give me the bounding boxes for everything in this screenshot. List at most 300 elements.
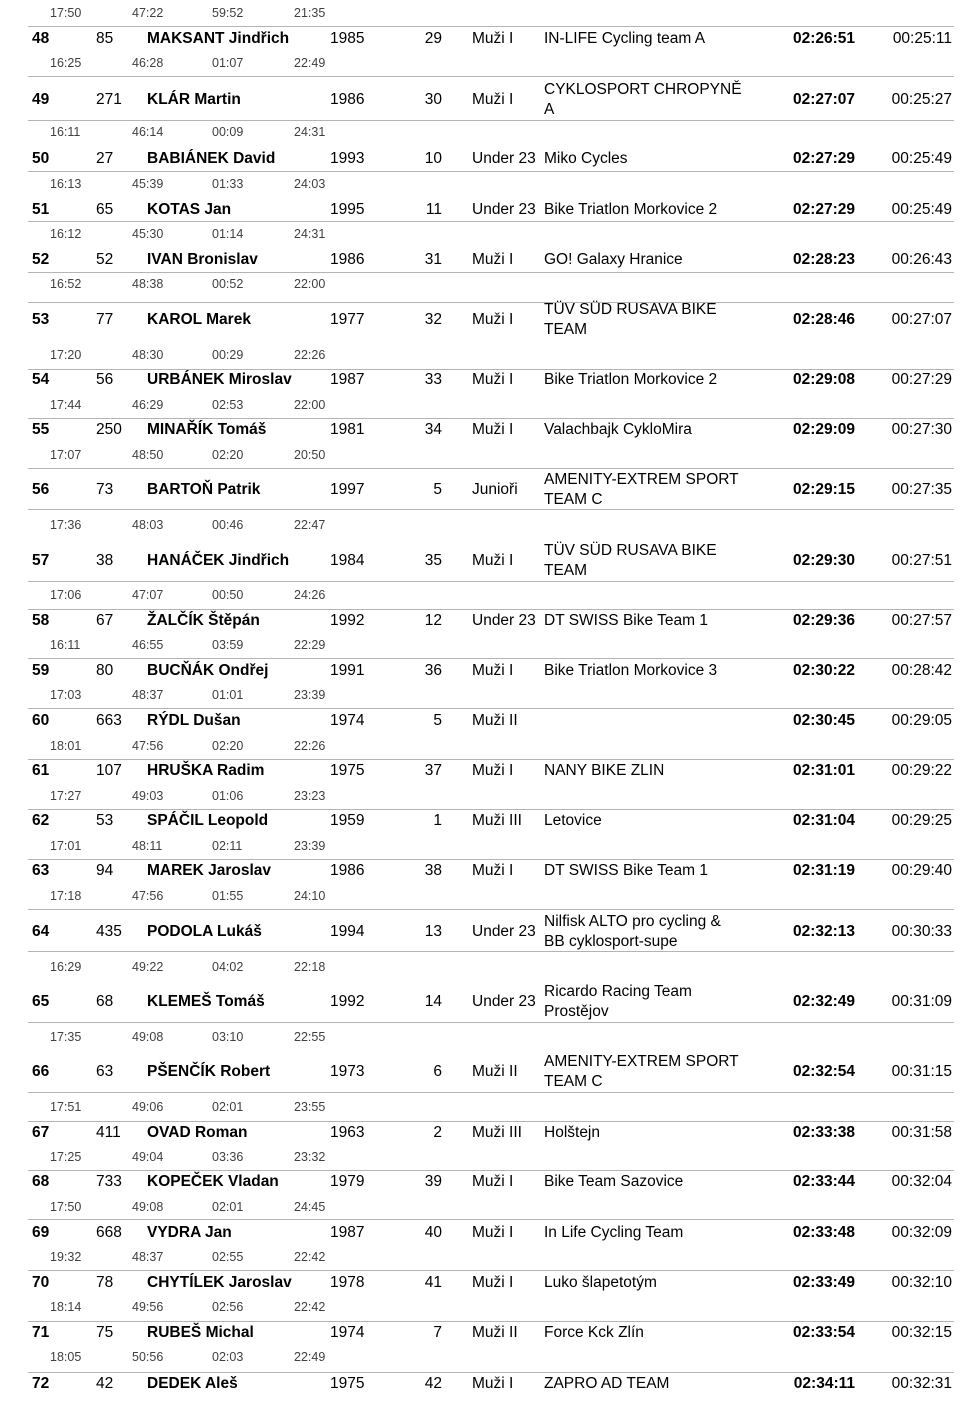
position: 51 [32,201,50,218]
category-rank: 33 [424,371,442,388]
category-rank: 40 [424,1224,442,1241]
birth-year: 1959 [330,812,365,829]
category: Muži I [472,1274,514,1291]
start-number: 435 [96,923,122,940]
split-time: 22:47 [294,518,326,532]
split-time: 17:18 [50,889,82,903]
start-number: 107 [96,762,122,779]
rider-name: KLÁR Martin [147,91,241,108]
time-gap: 00:32:09 [891,1224,952,1241]
time-gap: 00:29:40 [891,862,952,879]
birth-year: 1997 [330,481,365,498]
category-rank: 12 [424,612,442,629]
position: 67 [32,1124,50,1141]
birth-year: 1973 [330,1063,365,1080]
category: Muži I [472,1375,514,1392]
birth-year: 1992 [330,612,365,629]
start-number: 63 [96,1063,114,1080]
birth-year: 1986 [330,251,365,268]
birth-year: 1981 [330,421,365,438]
split-time: 16:11 [50,638,81,652]
row-divider [28,171,954,172]
time-gap: 00:25:11 [892,30,952,47]
time-gap: 00:32:15 [891,1324,952,1341]
team-name: TÜV SÜD RUSAVA BIKE TEAM [544,542,717,579]
position: 59 [32,662,50,679]
split-time: 01:07 [212,56,244,70]
position: 63 [32,862,50,879]
time-gap: 00:32:31 [891,1375,952,1392]
split-time: 16:29 [50,960,82,974]
category: Muži II [472,1063,518,1080]
time-gap: 00:27:51 [891,552,952,569]
split-time: 24:31 [294,125,326,139]
split-time: 23:39 [294,839,326,853]
split-time: 22:26 [294,739,326,753]
split-time: 23:39 [294,688,326,702]
position: 65 [32,993,50,1010]
category: Muži I [472,30,514,47]
split-time: 49:03 [132,789,164,803]
team-name: ZAPRO AD TEAM [544,1375,670,1392]
time-gap: 00:32:04 [891,1173,952,1190]
split-time: 46:14 [132,125,164,139]
split-time: 18:05 [50,1350,82,1364]
split-time: 59:52 [212,6,244,20]
start-number: 53 [96,812,114,829]
split-time: 19:32 [50,1250,82,1264]
finish-time: 02:30:45 [792,712,855,729]
category: Muži I [472,1173,514,1190]
team-name: Luko šlapetotým [544,1274,657,1291]
finish-time: 02:26:51 [792,30,855,47]
split-time: 03:59 [212,638,244,652]
split-time: 22:42 [294,1250,326,1264]
split-time: 21:35 [294,6,326,20]
split-time: 50:56 [132,1350,164,1364]
split-time: 01:06 [212,789,244,803]
category: Muži III [472,812,522,829]
finish-time: 02:27:07 [792,91,855,108]
finish-time: 02:29:08 [792,371,855,388]
start-number: 80 [96,662,114,679]
position: 62 [32,812,50,829]
row-divider [28,1372,954,1373]
split-time: 17:03 [50,688,82,702]
category: Under 23 [472,150,536,167]
time-gap: 00:28:42 [891,662,952,679]
category-rank: 36 [424,662,442,679]
split-time: 23:23 [294,789,326,803]
finish-time: 02:33:38 [792,1124,855,1141]
rider-name: KOPEČEK Vladan [147,1173,279,1190]
row-divider [28,1321,954,1322]
position: 72 [32,1375,50,1392]
position: 48 [32,30,50,47]
split-time: 17:01 [50,839,82,853]
rider-name: MAREK Jaroslav [147,862,272,879]
category-rank: 2 [433,1124,442,1141]
split-time: 49:22 [132,960,164,974]
time-gap: 00:27:07 [891,311,952,328]
rider-name: IVAN Bronislav [147,251,258,268]
category-rank: 34 [424,421,442,438]
split-time: 48:03 [132,518,164,532]
position: 70 [32,1274,50,1291]
team-name: NANY BIKE ZLIN [544,762,665,779]
row-divider [28,909,954,910]
position: 71 [32,1324,50,1341]
split-time: 16:13 [50,177,82,191]
split-time: 49:08 [132,1030,164,1044]
rider-name: RÝDL Dušan [147,712,241,729]
team-name: Letovice [544,812,602,829]
split-time: 02:01 [212,1200,244,1214]
split-time: 17:50 [50,6,82,20]
finish-time: 02:32:13 [792,923,855,940]
split-time: 17:20 [50,348,82,362]
category: Muži II [472,1324,518,1341]
rider-name: KAROL Marek [147,311,251,328]
category: Muži I [472,371,514,388]
split-time: 16:11 [50,125,81,139]
category: Under 23 [472,993,536,1010]
rider-name: BUCŇÁK Ondřej [147,662,269,679]
finish-time: 02:28:46 [792,311,855,328]
start-number: 733 [96,1173,122,1190]
rider-name: PODOLA Lukáš [147,923,262,940]
split-time: 22:29 [294,638,326,652]
split-time: 02:56 [212,1300,244,1314]
category-rank: 35 [424,552,442,569]
rider-name: BARTOŇ Patrik [147,481,261,498]
row-divider [28,581,954,582]
split-time: 17:07 [50,448,82,462]
rider-name: KOTAS Jan [147,201,232,218]
position: 50 [32,150,50,167]
birth-year: 1979 [330,1173,365,1190]
category: Junioři [472,481,518,498]
split-time: 04:02 [212,960,244,974]
split-time: 24:26 [294,588,326,602]
category-rank: 1 [433,812,442,829]
split-time: 17:36 [50,518,82,532]
split-time: 17:35 [50,1030,82,1044]
finish-time: 02:33:44 [792,1173,855,1190]
position: 52 [32,251,50,268]
split-time: 16:52 [50,277,82,291]
time-gap: 00:29:05 [891,712,952,729]
position: 61 [32,762,50,779]
birth-year: 1963 [330,1124,365,1141]
split-time: 18:01 [50,739,82,753]
birth-year: 1978 [330,1274,365,1291]
category-rank: 10 [424,150,442,167]
finish-time: 02:29:30 [792,552,855,569]
start-number: 668 [96,1224,122,1241]
position: 56 [32,481,50,498]
split-time: 03:10 [212,1030,244,1044]
split-time: 01:14 [212,227,244,241]
start-number: 75 [96,1324,114,1341]
split-time: 45:30 [132,227,164,241]
birth-year: 1984 [330,552,365,569]
category: Muži I [472,251,514,268]
birth-year: 1975 [330,762,365,779]
time-gap: 00:27:29 [891,371,952,388]
start-number: 42 [96,1375,114,1392]
category-rank: 32 [424,311,442,328]
rider-name: SPÁČIL Leopold [147,812,269,829]
split-time: 02:03 [212,1350,244,1364]
row-divider [28,859,954,860]
finish-time: 02:31:01 [792,762,855,779]
birth-year: 1993 [330,150,365,167]
row-divider [28,1219,954,1220]
position: 68 [32,1173,50,1190]
birth-year: 1987 [330,1224,365,1241]
finish-time: 02:32:54 [792,1063,855,1080]
category: Under 23 [472,612,536,629]
row-divider [28,509,954,510]
split-time: 48:37 [132,1250,164,1264]
start-number: 56 [96,371,114,388]
birth-year: 1977 [330,311,365,328]
rider-name: VYDRA Jan [147,1224,232,1241]
team-name: Valachbajk CykloMira [544,421,692,438]
start-number: 52 [96,251,114,268]
split-time: 22:00 [294,398,326,412]
team-name: IN-LIFE Cycling team A [544,30,706,47]
split-time: 49:04 [132,1150,164,1164]
split-time: 24:03 [294,177,326,191]
split-time: 22:00 [294,277,326,291]
category: Muži I [472,662,514,679]
split-time: 02:01 [212,1100,244,1114]
category: Muži I [472,311,514,328]
birth-year: 1986 [330,862,365,879]
birth-year: 1992 [330,993,365,1010]
birth-year: 1987 [330,371,365,388]
category-rank: 11 [425,201,442,218]
birth-year: 1991 [330,662,365,679]
rider-name: KLEMEŠ Tomáš [147,993,265,1010]
team-name: Bike Team Sazovice [544,1173,684,1190]
row-divider [28,609,954,610]
time-gap: 00:27:30 [891,421,952,438]
split-time: 46:55 [132,638,164,652]
row-divider [28,1270,954,1271]
category-rank: 5 [433,712,442,729]
split-time: 48:37 [132,688,164,702]
time-gap: 00:32:10 [891,1274,952,1291]
time-gap: 00:25:49 [891,150,952,167]
start-number: 94 [96,862,114,879]
finish-time: 02:29:09 [792,421,855,438]
split-time: 17:50 [50,1200,82,1214]
rider-name: HANÁČEK Jindřich [147,552,290,569]
time-gap: 00:25:27 [891,91,952,108]
row-divider [28,302,954,303]
category-rank: 30 [424,91,442,108]
split-time: 48:38 [132,277,164,291]
split-time: 48:50 [132,448,164,462]
team-name: GO! Galaxy Hranice [544,251,683,268]
start-number: 85 [96,30,114,47]
split-time: 17:44 [50,398,82,412]
finish-time: 02:33:49 [792,1274,855,1291]
split-time: 01:33 [212,177,244,191]
team-name: Holštejn [544,1124,600,1141]
rider-name: RUBEŠ Michal [147,1324,254,1341]
start-number: 271 [96,91,122,108]
split-time: 20:50 [294,448,326,462]
split-time: 46:28 [132,56,164,70]
row-divider [28,76,954,77]
rider-name: HRUŠKA Radim [147,762,265,779]
split-time: 24:31 [294,227,326,241]
category: Muži I [472,1224,514,1241]
birth-year: 1994 [330,923,365,940]
start-number: 250 [96,421,122,438]
birth-year: 1985 [330,30,365,47]
split-time: 22:26 [294,348,326,362]
category-rank: 7 [433,1324,442,1341]
split-time: 49:08 [132,1200,164,1214]
split-time: 24:10 [294,889,326,903]
rider-name: MINAŘÍK Tomáš [147,421,267,438]
birth-year: 1974 [330,712,365,729]
row-divider [28,951,954,952]
split-time: 47:56 [132,739,164,753]
split-time: 00:52 [212,277,244,291]
row-divider [28,1022,954,1023]
row-divider [28,759,954,760]
rider-name: MAKSANT Jindřich [147,30,290,47]
birth-year: 1974 [330,1324,365,1341]
start-number: 65 [96,201,114,218]
team-name: In Life Cycling Team [544,1224,684,1241]
team-name: Bike Triatlon Morkovice 2 [544,371,718,388]
position: 54 [32,371,50,388]
position: 58 [32,612,50,629]
start-number: 73 [96,481,114,498]
split-time: 22:49 [294,1350,326,1364]
category: Muži I [472,552,514,569]
split-time: 00:29 [212,348,244,362]
split-time: 47:56 [132,889,164,903]
time-gap: 00:31:15 [891,1063,952,1080]
category: Muži I [472,762,514,779]
start-number: 67 [96,612,114,629]
time-gap: 00:31:09 [891,993,952,1010]
team-name: Miko Cycles [544,150,628,167]
team-name: TÜV SÜD RUSAVA BIKE TEAM [544,301,717,338]
row-divider [28,418,954,419]
category: Muži I [472,91,514,108]
category-rank: 39 [424,1173,442,1190]
start-number: 663 [96,712,122,729]
team-name: Bike Triatlon Morkovice 3 [544,662,718,679]
position: 69 [32,1224,50,1241]
position: 60 [32,712,50,729]
row-divider [28,1170,954,1171]
split-time: 00:46 [212,518,244,532]
split-time: 00:09 [212,125,244,139]
finish-time: 02:33:48 [792,1224,855,1241]
finish-time: 02:31:04 [792,812,855,829]
category-rank: 6 [433,1063,442,1080]
team-name: Ricardo Racing Team Prostějov [544,983,692,1020]
row-divider [28,1092,954,1093]
category-rank: 14 [424,993,442,1010]
category: Muži I [472,862,514,879]
finish-time: 02:32:49 [792,993,855,1010]
split-time: 47:07 [132,588,164,602]
split-time: 22:18 [294,960,326,974]
rider-name: OVAD Roman [147,1124,248,1141]
split-time: 46:29 [132,398,164,412]
team-name: AMENITY-EXTREM SPORT TEAM C [544,1053,739,1090]
time-gap: 00:25:49 [891,201,952,218]
team-name: Nilfisk ALTO pro cycling & BB cyklosport-supe [544,913,721,950]
category: Muži III [472,1124,522,1141]
time-gap: 00:27:35 [891,481,952,498]
split-time: 24:45 [294,1200,326,1214]
split-time: 23:55 [294,1100,326,1114]
rider-name: CHYTÍLEK Jaroslav [147,1274,292,1291]
row-divider [28,26,954,27]
split-time: 02:20 [212,739,244,753]
position: 57 [32,552,50,569]
category-rank: 41 [424,1274,442,1291]
category-rank: 29 [424,30,442,47]
finish-time: 02:34:11 [793,1375,855,1392]
position: 55 [32,421,50,438]
split-time: 18:14 [50,1300,82,1314]
split-time: 22:55 [294,1030,326,1044]
split-time: 01:55 [212,889,244,903]
row-divider [28,272,954,273]
rider-name: URBÁNEK Miroslav [147,371,292,388]
birth-year: 1975 [330,1375,365,1392]
finish-time: 02:30:22 [792,662,855,679]
split-time: 02:53 [212,398,244,412]
time-gap: 00:29:25 [891,812,952,829]
position: 64 [32,923,50,940]
start-number: 68 [96,993,114,1010]
time-gap: 00:26:43 [891,251,952,268]
category-rank: 31 [424,251,442,268]
split-time: 16:25 [50,56,82,70]
rider-name: DEDEK Aleš [147,1375,238,1392]
team-name: DT SWISS Bike Team 1 [544,612,708,629]
split-time: 49:06 [132,1100,164,1114]
team-name: CYKLOSPORT CHROPYNĚ A [544,81,742,118]
start-number: 38 [96,552,114,569]
row-divider [28,658,954,659]
finish-time: 02:29:36 [792,612,855,629]
split-time: 02:55 [212,1250,244,1264]
position: 53 [32,311,50,328]
finish-time: 02:29:15 [792,481,855,498]
time-gap: 00:27:57 [891,612,952,629]
category-rank: 42 [424,1375,442,1392]
team-name: Bike Triatlon Morkovice 2 [544,201,718,218]
split-time: 00:50 [212,588,244,602]
start-number: 77 [96,311,114,328]
split-time: 02:20 [212,448,244,462]
